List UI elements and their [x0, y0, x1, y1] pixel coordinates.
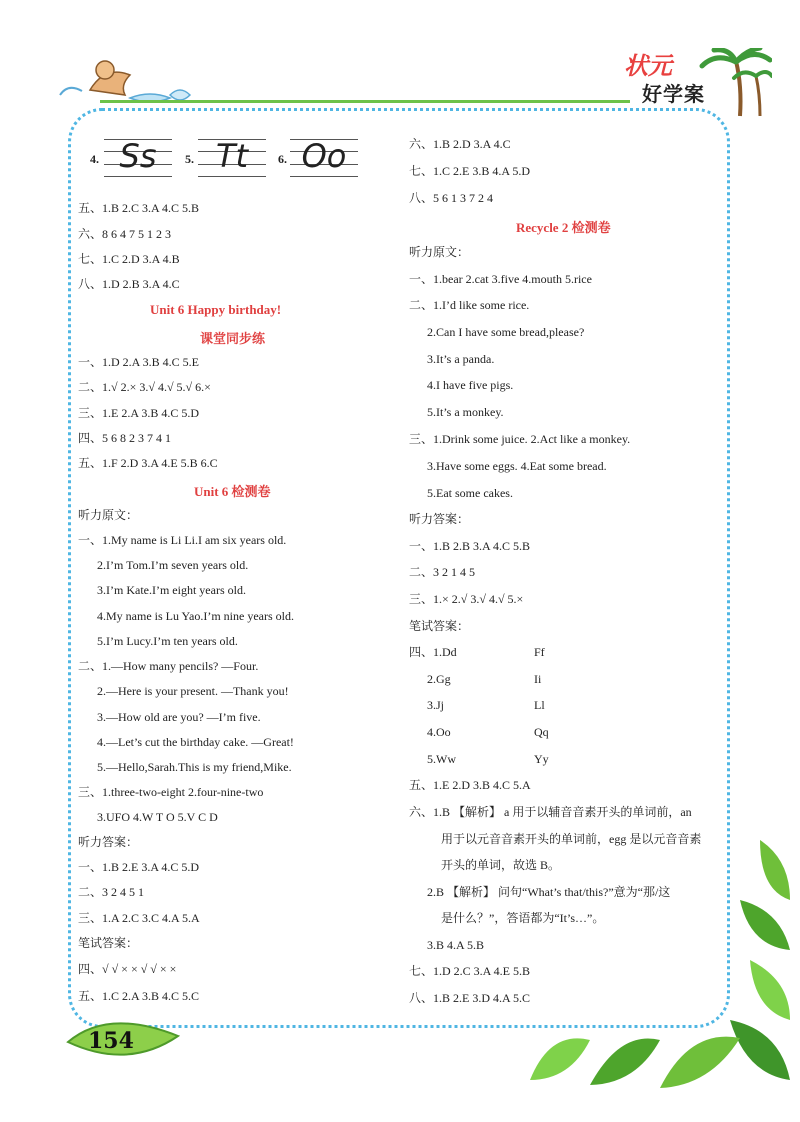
script-line: 5.I’m Lucy.I’m ten years old. [97, 634, 238, 648]
answer-line: 七、1.C 2.E 3.B 4.A 5.D [409, 164, 531, 178]
script-line: 5.—Hello,Sarah.This is my friend,Mike. [97, 760, 292, 774]
answer-line: 三、1.× 2.√ 3.√ 4.√ 5.× [409, 592, 524, 606]
label-line: 听力答案： [78, 835, 139, 849]
writing-sample-oo [290, 133, 358, 181]
explanation-line: 开头的单词，故选 B。 [441, 858, 561, 872]
section-heading-unit6-test: Unit 6 检测卷 [194, 484, 271, 499]
label-line: 听力原文： [409, 245, 470, 259]
section-heading-recycle2: Recycle 2 检测卷 [516, 220, 611, 235]
script-line: 3.UFO 4.W T O 5.V C D [97, 810, 218, 824]
header-rule [100, 100, 630, 103]
answer-line: 六、8 6 4 7 5 1 2 3 [78, 227, 172, 241]
script-line: 2.—Here is your present. —Thank you! [97, 684, 289, 698]
pair-left: 3.Jj [427, 698, 445, 712]
script-line: 4.I have five pigs. [427, 378, 514, 392]
writing-num-4: 4. [90, 152, 99, 166]
answer-line: 七、1.C 2.D 3.A 4.B [78, 252, 180, 266]
answer-line: 八、5 6 1 3 7 2 4 [409, 191, 494, 205]
answer-line: 一、1.B 2.E 3.A 4.C 5.D [78, 860, 200, 874]
label-line: 笔试答案： [409, 619, 470, 633]
pair-right: Qq [534, 725, 549, 739]
section-heading-unit6: Unit 6 Happy birthday! [150, 302, 282, 317]
script-line: 三、1.Drink some juice. 2.Act like a monkey. [409, 432, 631, 446]
answer-line: 三、1.A 2.C 3.C 4.A 5.A [78, 911, 200, 925]
writing-sample-tt [198, 133, 266, 181]
answer-line: 3.B 4.A 5.B [427, 938, 485, 952]
answer-line: 一、1.B 2.B 3.A 4.C 5.B [409, 539, 531, 553]
page-number: 154 [88, 1028, 134, 1054]
answer-line: 八、1.D 2.B 3.A 4.C [78, 277, 180, 291]
script-line: 二、1.—How many pencils? —Four. [78, 659, 259, 673]
explanation-line: 2.B 【解析】 问句“What’s that/this?”意为“那/这 [427, 885, 671, 899]
answer-line: 二、3 2 1 4 5 [409, 565, 476, 579]
answer-line: 六、1.B 2.D 3.A 4.C [409, 137, 511, 151]
answer-line: 五、1.F 2.D 3.A 4.E 5.B 6.C [78, 456, 218, 470]
writing-sample-ss [104, 133, 172, 181]
pair-left: 4.Oo [427, 725, 451, 739]
brand-top-text: 状元 [624, 52, 672, 80]
answer-line: 四、√ √ × × √ √ × × [78, 962, 177, 976]
script-line: 一、1.bear 2.cat 3.five 4.mouth 5.rice [409, 272, 592, 286]
script-line: 3.Have some eggs. 4.Eat some bread. [427, 459, 607, 473]
pair-right: Ll [534, 698, 545, 712]
pair-right: Yy [534, 752, 549, 766]
script-line: 4.—Let’s cut the birthday cake. —Great! [97, 735, 294, 749]
answer-line: 三、1.E 2.A 3.B 4.C 5.D [78, 406, 200, 420]
answer-line: 二、3 2 4 5 1 [78, 885, 145, 899]
writing-letters: Oo [301, 137, 347, 175]
writing-letters: Ss [119, 137, 157, 175]
explanation-line: 用于以元音音素开头的单词前，egg 是以元音音素 [441, 832, 702, 846]
brand-name: 好学案 [642, 82, 705, 106]
bottom-leaves-decoration-icon [520, 1010, 750, 1090]
answer-line: 一、1.D 2.A 3.B 4.C 5.E [78, 355, 200, 369]
writing-letters: Tt [215, 137, 249, 175]
pair-left: 2.Gg [427, 672, 451, 686]
section-subheading-sync: 课堂同步练 [200, 331, 266, 346]
script-line: 4.My name is Lu Yao.I’m nine years old. [97, 609, 294, 623]
pair-right: Ii [534, 672, 542, 686]
explanation-line: 六、1.B 【解析】 a 用于以辅音音素开头的单词前，an [409, 805, 692, 819]
script-line: 5.Eat some cakes. [427, 486, 513, 500]
script-line: 2.Can I have some bread,please? [427, 325, 585, 339]
answer-line: 八、1.B 2.E 3.D 4.A 5.C [409, 991, 531, 1005]
script-line: 一、1.My name is Li Li.I am six years old. [78, 533, 287, 547]
writing-num-5: 5. [185, 152, 194, 166]
answer-line: 七、1.D 2.C 3.A 4.E 5.B [409, 964, 531, 978]
label-line: 听力答案： [409, 512, 470, 526]
script-line: 二、1.I’d like some rice. [409, 298, 530, 312]
pair-left: 四、1.Dd [409, 645, 457, 659]
answer-line: 五、1.B 2.C 3.A 4.C 5.B [78, 201, 200, 215]
script-line: 2.I’m Tom.I’m seven years old. [97, 558, 249, 572]
answer-line: 五、1.E 2.D 3.B 4.C 5.A [409, 778, 531, 792]
writing-num-6: 6. [278, 152, 287, 166]
script-line: 三、1.three-two-eight 2.four-nine-two [78, 785, 264, 799]
script-line: 3.It’s a panda. [427, 352, 495, 366]
answer-line: 五、1.C 2.A 3.B 4.C 5.C [78, 989, 200, 1003]
answer-line: 二、1.√ 2.× 3.√ 4.√ 5.√ 6.× [78, 380, 211, 394]
label-line: 听力原文： [78, 508, 139, 522]
script-line: 5.It’s a monkey. [427, 405, 504, 419]
script-line: 3.I’m Kate.I’m eight years old. [97, 583, 246, 597]
script-line: 3.—How old are you? —I’m five. [97, 710, 261, 724]
pair-left: 5.Ww [427, 752, 456, 766]
label-line: 笔试答案： [78, 936, 139, 950]
explanation-line: 是什么？”，答语都为“It’s…”。 [441, 911, 605, 925]
answer-line: 四、5 6 8 2 3 7 4 1 [78, 431, 172, 445]
pair-right: Ff [534, 645, 545, 659]
